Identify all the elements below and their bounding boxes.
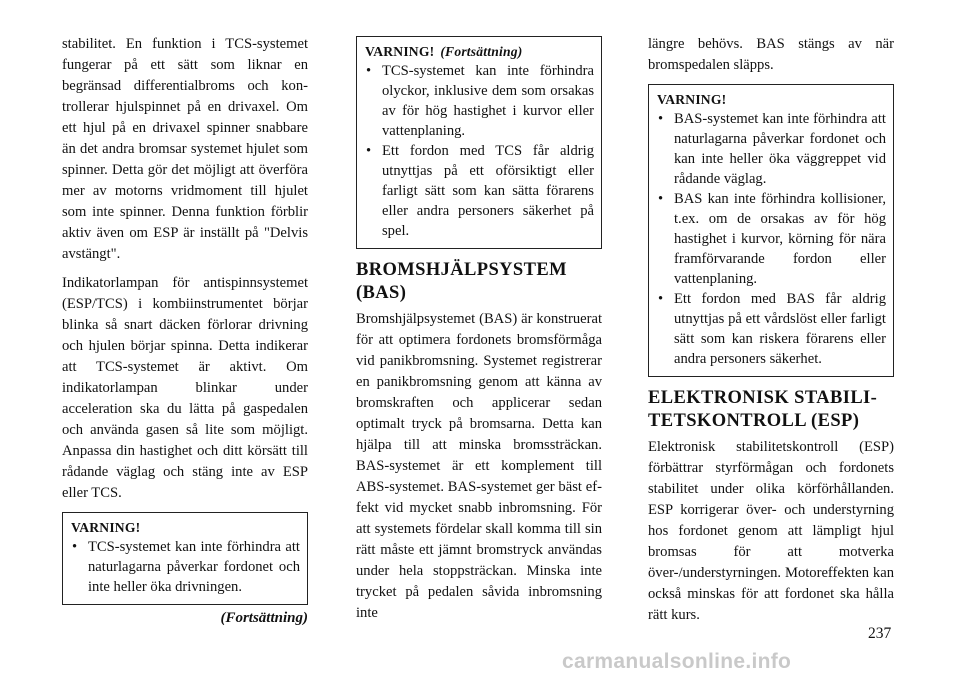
column-right: [648, 34, 894, 634]
warning-title-text: VARNING!: [365, 44, 435, 59]
warning-list: [71, 537, 300, 597]
warning-list: [365, 61, 594, 241]
paragraph-bas: Bromshjälpsystemet (BAS) är konstruerat för att optimera fordonets bromsförmåga vid panikbromsning. Systemet registrerar en panikbromsning genom att känna av bromskraften och applicerar sedan optimalt tryck på bromsarna. Detta kan hjälpa till att minska bromssträckan. BAS-systemet är ett komplement till ABS-systemet. BAS-systemet ger bäst effekt vid mycket snabb inbromsning. För att systemets fördelar skall komma till sin rätt måste ett jämnt bromstryck användas under hela stoppsträckan. Minska inte trycket på pedalen såvida inbromsning inte: [356, 311, 602, 621]
warning-item: • TCS-systemet kan inte förhindra att naturlagarna påverkar fordonet och inte heller öka drivningen.: [71, 537, 300, 597]
section-heading-bas: BROMSHJÄLPSYSTEM (BAS): [356, 260, 567, 303]
warning-item: • TCS-systemet kan inte förhindra olyckor, inklusive dem som orsakas av för hög hastighet i kurvor eller vattenplaning.: [365, 61, 594, 141]
warning-box-tcs-continued: [356, 36, 602, 249]
page-number: 237: [868, 625, 892, 642]
warning-title: VARNING!: [657, 92, 727, 107]
warning-item: • Ett fordon med TCS får aldrig utnyttjas på ett oförsiktigt eller farligt sätt som kan sätta förarens eller andra personers säkerhet på spel.: [365, 141, 594, 241]
column-middle: [356, 34, 602, 632]
paragraph-esp: Elektronisk stabilitetskontroll (ESP) förbättrar styrförmågan och fordonets stabilitet under olika körförhållanden. ESP korrigerar över- och understyrning hos fordonet genom att lämpligt hjul bromsas för att motverka över-/understyrningen. Motoreffekten kan också minskas för att fordonet ska hålla rätt kurs.: [648, 439, 894, 623]
paragraph-indicator-lamp: Indikatorlampan för antispinnsystemet (ESP/TCS) i kombiinstrumentet börjar blinka så snart däcken förlorar drivning och hjulen börjar spinna. Detta indikerar att TCS-systemet är aktivt. Om indikatorlampan blinkar under acceleration ska du lätta på gaspedalen och använda gasen så lite som möjligt. Anpassa din hastighet och ditt körsätt till rådande väglag och stäng inte av ESP eller TCS.: [62, 275, 308, 501]
warning-item: • BAS-systemet kan inte förhindra att naturlagarna påverkar fordonet och kan inte heller öka väggreppet vid rådande väglag.: [657, 109, 886, 189]
warning-title: VARNING!: [71, 520, 141, 535]
continued-label: (Fortsättning): [220, 610, 308, 626]
warning-box-tcs: [62, 512, 308, 605]
column-left: [62, 34, 308, 627]
warning-list: [657, 109, 886, 369]
warning-title: [365, 42, 594, 61]
paragraph-bas-continued: längre behövs. BAS stängs av när bromspedalen släpps.: [648, 36, 894, 73]
watermark: carmanualsonline.info: [562, 650, 792, 673]
paragraph-tcs-function: stabilitet. En funktion i TCS-systemet fungerar på ett sätt som liknar en begränsad differentialbroms och kontrollerar hjulspinnet på en drivaxel. Om ett hjul på en drivaxel spinner snabbare än det andra bromsar systemet hjulet som spinner. Detta gör det möjligt att överföra mer av motorns vridmoment till hjulet som inte spinner. Denna funktion förblir aktiv även om ESP är inställt på "Delvis avstängt".: [62, 36, 308, 262]
warning-box-bas: [648, 84, 894, 377]
section-heading-esp: ELEKTRONISK STABILITETSKONTROLL (ESP): [648, 388, 877, 431]
warning-item: • Ett fordon med BAS får aldrig utnyttjas på ett vårdslöst eller farligt sätt som kan riskera förarens eller andra personers säkerhet.: [657, 289, 886, 369]
warning-continued-label: (Fortsättning): [440, 44, 523, 59]
warning-item: • BAS kan inte förhindra kollisioner, t.ex. om de orsakas av för hög hastighet i kurvor, körning för nära framförvarande fordon eller vattenplaning.: [657, 189, 886, 289]
